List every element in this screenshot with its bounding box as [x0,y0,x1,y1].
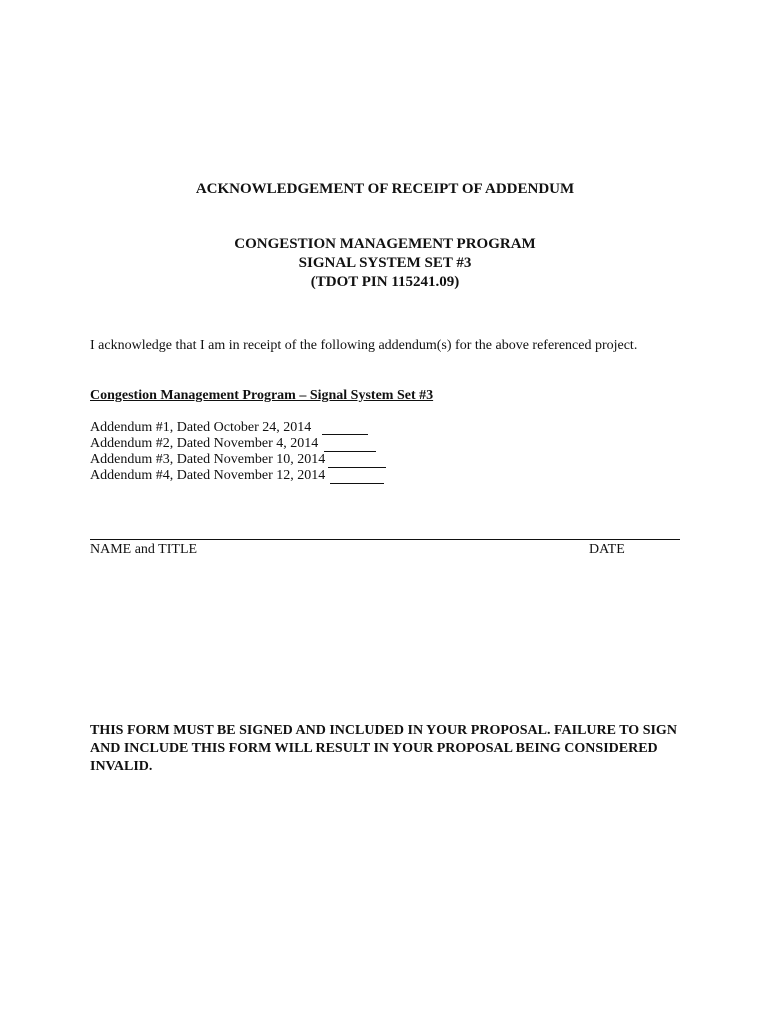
warning-notice: THIS FORM MUST BE SIGNED AND INCLUDED IN YOUR PROPOSAL. FAILURE TO SIGN AND INCLUDE THIS FORM WILL RESULT IN YOUR PROPOSAL BEING CONSIDERED INVALID. [90,723,677,774]
addendum-1-initial-blank[interactable] [322,434,368,435]
project-title: Congestion Management Program – Signal System Set #3 [90,388,434,403]
signature-line[interactable] [90,539,680,540]
project-pin: (TDOT PIN 115241.09) [310,274,460,290]
addendum-1-label: Addendum #1, Dated October 24, 2014 [90,420,312,435]
addendum-4-initial-blank[interactable] [330,483,384,484]
addendum-2-label: Addendum #2, Dated November 4, 2014 [90,436,319,451]
addendum-3-initial-blank[interactable] [328,467,386,468]
name-title-label: NAME and TITLE [90,542,198,557]
form-heading: ACKNOWLEDGEMENT OF RECEIPT OF ADDENDUM [195,181,575,197]
addendum-4-label: Addendum #4, Dated November 12, 2014 [90,468,326,483]
addendum-3-label: Addendum #3, Dated November 10, 2014 [90,452,326,467]
project-set: SIGNAL SYSTEM SET #3 [298,255,472,271]
addendum-2-initial-blank[interactable] [324,451,376,452]
date-label: DATE [589,542,625,557]
program-name: CONGESTION MANAGEMENT PROGRAM [234,236,536,252]
acknowledgement-statement: I acknowledge that I am in receipt of the following addendum(s) for the above referenced project. [90,338,638,353]
